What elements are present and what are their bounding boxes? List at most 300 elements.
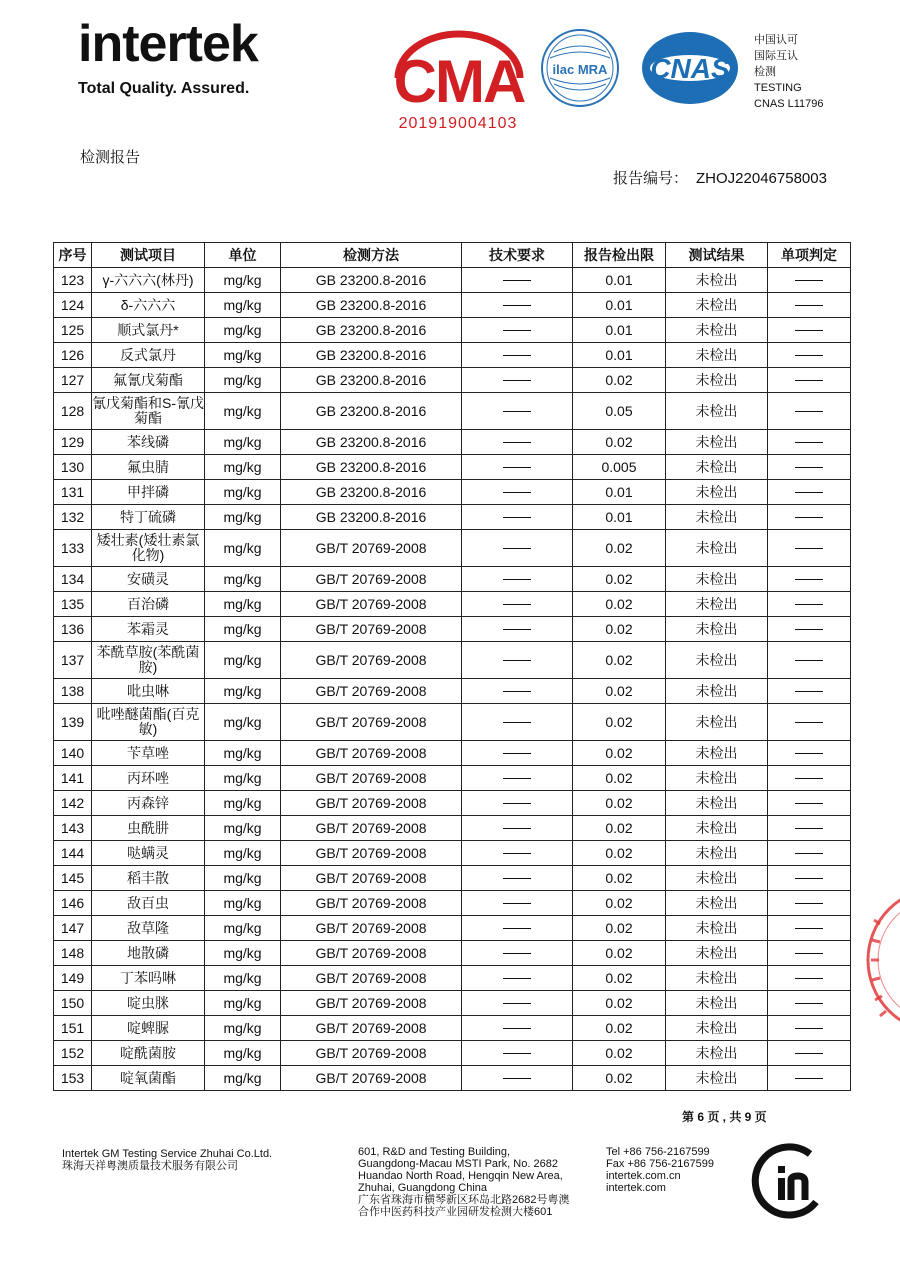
dash-mark xyxy=(503,1003,531,1004)
dash-mark xyxy=(503,1053,531,1054)
table-row xyxy=(54,455,851,480)
cell-limit: 0.005 xyxy=(573,455,666,480)
cell-judgement xyxy=(768,1041,851,1066)
cell-method: GB 23200.8-2016 xyxy=(281,505,462,530)
logo-tagline: Total Quality. Assured. xyxy=(78,80,250,97)
cell-unit: mg/kg xyxy=(205,991,281,1016)
cell-requirement xyxy=(462,891,573,916)
cell-no: 125 xyxy=(54,318,92,343)
dash-mark xyxy=(503,778,531,779)
cell-unit: mg/kg xyxy=(205,455,281,480)
dash-mark xyxy=(503,411,531,412)
table-row xyxy=(54,343,851,368)
cell-limit: 0.02 xyxy=(573,704,666,741)
cell-limit: 0.02 xyxy=(573,430,666,455)
table-row xyxy=(54,530,851,567)
dash-mark xyxy=(503,579,531,580)
cell-no: 150 xyxy=(54,991,92,1016)
cell-no: 123 xyxy=(54,268,92,293)
intertek-in-icon xyxy=(748,1140,830,1227)
dash-mark xyxy=(503,305,531,306)
cell-requirement xyxy=(462,841,573,866)
cell-judgement xyxy=(768,505,851,530)
cell-judgement xyxy=(768,891,851,916)
cell-judgement xyxy=(768,966,851,991)
cell-requirement xyxy=(462,741,573,766)
table-row xyxy=(54,642,851,679)
cell-no: 142 xyxy=(54,791,92,816)
cell-no: 134 xyxy=(54,567,92,592)
cell-item: 氟虫腈 xyxy=(92,455,205,480)
table-row xyxy=(54,991,851,1016)
dash-mark xyxy=(503,803,531,804)
cell-item: 哒螨灵 xyxy=(92,841,205,866)
cell-unit: mg/kg xyxy=(205,791,281,816)
cell-requirement xyxy=(462,480,573,505)
cell-method: GB/T 20769-2008 xyxy=(281,592,462,617)
cell-method: GB/T 20769-2008 xyxy=(281,891,462,916)
cell-no: 126 xyxy=(54,343,92,368)
cell-requirement xyxy=(462,679,573,704)
svg-text:CNAS: CNAS xyxy=(650,53,730,84)
table-row xyxy=(54,567,851,592)
cell-method: GB/T 20769-2008 xyxy=(281,1066,462,1091)
cell-no: 143 xyxy=(54,816,92,841)
dash-mark xyxy=(503,691,531,692)
cell-judgement xyxy=(768,642,851,679)
table-row xyxy=(54,941,851,966)
cell-result: 未检出 xyxy=(666,1016,768,1041)
dash-mark xyxy=(503,629,531,630)
cell-requirement xyxy=(462,617,573,642)
cell-item: 地散磷 xyxy=(92,941,205,966)
dash-mark xyxy=(795,803,823,804)
cell-no: 152 xyxy=(54,1041,92,1066)
cell-limit: 0.02 xyxy=(573,991,666,1016)
table-row xyxy=(54,841,851,866)
table-row xyxy=(54,704,851,741)
cell-unit: mg/kg xyxy=(205,430,281,455)
cell-no: 133 xyxy=(54,530,92,567)
dash-mark xyxy=(795,722,823,723)
cell-result: 未检出 xyxy=(666,841,768,866)
cell-judgement xyxy=(768,941,851,966)
cell-judgement xyxy=(768,679,851,704)
table-row xyxy=(54,318,851,343)
cell-limit: 0.01 xyxy=(573,343,666,368)
cma-number: 201919004103 xyxy=(398,115,518,132)
dash-mark xyxy=(503,380,531,381)
dash-mark xyxy=(795,467,823,468)
cell-no: 145 xyxy=(54,866,92,891)
cell-unit: mg/kg xyxy=(205,592,281,617)
cell-method: GB/T 20769-2008 xyxy=(281,916,462,941)
cell-result: 未检出 xyxy=(666,966,768,991)
dash-mark xyxy=(795,928,823,929)
cell-result: 未检出 xyxy=(666,505,768,530)
cell-item: 顺式氯丹* xyxy=(92,318,205,343)
dash-mark xyxy=(503,517,531,518)
cell-limit: 0.02 xyxy=(573,617,666,642)
report-number xyxy=(613,167,827,188)
cell-result: 未检出 xyxy=(666,393,768,430)
cell-unit: mg/kg xyxy=(205,941,281,966)
table-row xyxy=(54,679,851,704)
company-seal-stamp xyxy=(860,880,900,1055)
cell-item: 苯酰草胺(苯酰菌胺) xyxy=(92,642,205,679)
cell-unit: mg/kg xyxy=(205,480,281,505)
footer-contact: Tel +86 756-2167599 Fax +86 756-2167599 intertek.com.cn intertek.com xyxy=(606,1146,714,1194)
cell-result: 未检出 xyxy=(666,1041,768,1066)
cell-limit: 0.05 xyxy=(573,393,666,430)
dash-mark xyxy=(503,903,531,904)
cell-method: GB 23200.8-2016 xyxy=(281,455,462,480)
cell-result: 未检出 xyxy=(666,368,768,393)
table-row xyxy=(54,866,851,891)
cell-judgement xyxy=(768,393,851,430)
cell-unit: mg/kg xyxy=(205,741,281,766)
cell-judgement xyxy=(768,343,851,368)
dash-mark xyxy=(795,579,823,580)
cell-limit: 0.02 xyxy=(573,642,666,679)
cell-item: 啶氧菌酯 xyxy=(92,1066,205,1091)
cell-judgement xyxy=(768,530,851,567)
dash-mark xyxy=(503,853,531,854)
cell-unit: mg/kg xyxy=(205,891,281,916)
cell-item: δ-六六六 xyxy=(92,293,205,318)
cell-item: 啶虫脒 xyxy=(92,991,205,1016)
svg-text:CMA: CMA xyxy=(393,48,525,115)
cell-method: GB/T 20769-2008 xyxy=(281,567,462,592)
svg-text:ilac MRA: ilac MRA xyxy=(552,62,608,77)
cnas-accreditation-text: 中国认可 国际互认 检测 TESTING CNAS L11796 xyxy=(754,34,824,110)
cell-item: 矮壮素(矮壮素氯化物) xyxy=(92,530,205,567)
cell-unit: mg/kg xyxy=(205,679,281,704)
cell-unit: mg/kg xyxy=(205,966,281,991)
cell-method: GB/T 20769-2008 xyxy=(281,941,462,966)
cell-limit: 0.01 xyxy=(573,293,666,318)
col-header-judgement: 单项判定 xyxy=(768,243,851,268)
cell-method: GB/T 20769-2008 xyxy=(281,1016,462,1041)
cell-item: 特丁硫磷 xyxy=(92,505,205,530)
cell-limit: 0.02 xyxy=(573,916,666,941)
cell-judgement xyxy=(768,293,851,318)
cell-method: GB/T 20769-2008 xyxy=(281,991,462,1016)
table-row xyxy=(54,430,851,455)
cell-judgement xyxy=(768,704,851,741)
cell-method: GB 23200.8-2016 xyxy=(281,430,462,455)
dash-mark xyxy=(795,691,823,692)
cell-requirement xyxy=(462,766,573,791)
cell-result: 未检出 xyxy=(666,430,768,455)
table-row xyxy=(54,766,851,791)
ilac-mra-logo xyxy=(540,28,620,113)
cell-judgement xyxy=(768,841,851,866)
dash-mark xyxy=(795,517,823,518)
cell-result: 未检出 xyxy=(666,679,768,704)
cell-result: 未检出 xyxy=(666,293,768,318)
cell-item: 丙森锌 xyxy=(92,791,205,816)
cell-no: 151 xyxy=(54,1016,92,1041)
dash-mark xyxy=(795,1078,823,1079)
cell-result: 未检出 xyxy=(666,991,768,1016)
cell-item: 苯霜灵 xyxy=(92,617,205,642)
cell-judgement xyxy=(768,741,851,766)
cell-unit: mg/kg xyxy=(205,816,281,841)
dash-mark xyxy=(795,953,823,954)
cell-unit: mg/kg xyxy=(205,343,281,368)
cell-method: GB 23200.8-2016 xyxy=(281,343,462,368)
cell-judgement xyxy=(768,318,851,343)
cell-result: 未检出 xyxy=(666,617,768,642)
cell-judgement xyxy=(768,430,851,455)
dash-mark xyxy=(503,1078,531,1079)
cell-unit: mg/kg xyxy=(205,530,281,567)
table-row xyxy=(54,368,851,393)
cell-limit: 0.02 xyxy=(573,1041,666,1066)
cell-method: GB/T 20769-2008 xyxy=(281,530,462,567)
table-row xyxy=(54,816,851,841)
cell-item: 氰戊菊酯和S-氰戊菊酯 xyxy=(92,393,205,430)
dash-mark xyxy=(503,828,531,829)
col-header-no: 序号 xyxy=(54,243,92,268)
cell-limit: 0.02 xyxy=(573,816,666,841)
cell-method: GB/T 20769-2008 xyxy=(281,766,462,791)
document-title: 检测报告 xyxy=(80,149,141,166)
cell-requirement xyxy=(462,704,573,741)
dash-mark xyxy=(795,442,823,443)
cell-requirement xyxy=(462,991,573,1016)
cell-unit: mg/kg xyxy=(205,642,281,679)
cell-requirement xyxy=(462,941,573,966)
table-row xyxy=(54,891,851,916)
cell-limit: 0.02 xyxy=(573,368,666,393)
cell-result: 未检出 xyxy=(666,1066,768,1091)
cell-requirement xyxy=(462,592,573,617)
cell-method: GB/T 20769-2008 xyxy=(281,704,462,741)
cell-method: GB 23200.8-2016 xyxy=(281,268,462,293)
cell-result: 未检出 xyxy=(666,941,768,966)
cell-judgement xyxy=(768,816,851,841)
cell-judgement xyxy=(768,592,851,617)
dash-mark xyxy=(795,305,823,306)
cnas-logo xyxy=(640,30,746,111)
cell-result: 未检出 xyxy=(666,916,768,941)
cell-requirement xyxy=(462,318,573,343)
cell-no: 132 xyxy=(54,505,92,530)
dash-mark xyxy=(503,928,531,929)
report-number-value: ZHOJ22046758003 xyxy=(696,170,827,187)
cell-method: GB/T 20769-2008 xyxy=(281,841,462,866)
cell-requirement xyxy=(462,916,573,941)
footer-company: Intertek GM Testing Service Zhuhai Co.Ltd. 珠海天祥粤澳质量技术服务有限公司 xyxy=(62,1148,273,1172)
dash-mark xyxy=(795,411,823,412)
cell-limit: 0.02 xyxy=(573,741,666,766)
dash-mark xyxy=(503,753,531,754)
cell-requirement xyxy=(462,368,573,393)
dash-mark xyxy=(795,548,823,549)
cell-no: 153 xyxy=(54,1066,92,1091)
cell-requirement xyxy=(462,393,573,430)
cell-result: 未检出 xyxy=(666,592,768,617)
cell-method: GB/T 20769-2008 xyxy=(281,816,462,841)
col-header-limit: 报告检出限 xyxy=(573,243,666,268)
dash-mark xyxy=(503,330,531,331)
cell-no: 136 xyxy=(54,617,92,642)
cell-method: GB/T 20769-2008 xyxy=(281,791,462,816)
dash-mark xyxy=(503,878,531,879)
dash-mark xyxy=(795,330,823,331)
cell-requirement xyxy=(462,455,573,480)
cell-judgement xyxy=(768,455,851,480)
cell-judgement xyxy=(768,1016,851,1041)
cell-judgement xyxy=(768,766,851,791)
cell-result: 未检出 xyxy=(666,318,768,343)
report-number-label: 报告编号： xyxy=(613,170,689,187)
cell-no: 137 xyxy=(54,642,92,679)
table-row xyxy=(54,393,851,430)
cell-item: 苄草唑 xyxy=(92,741,205,766)
cell-method: GB/T 20769-2008 xyxy=(281,966,462,991)
cell-unit: mg/kg xyxy=(205,268,281,293)
cell-method: GB 23200.8-2016 xyxy=(281,368,462,393)
cell-no: 127 xyxy=(54,368,92,393)
cell-unit: mg/kg xyxy=(205,368,281,393)
dash-mark xyxy=(503,548,531,549)
cell-result: 未检出 xyxy=(666,480,768,505)
test-results-table xyxy=(53,242,851,1091)
cell-item: 啶蜱脲 xyxy=(92,1016,205,1041)
cell-requirement xyxy=(462,268,573,293)
dash-mark xyxy=(795,660,823,661)
dash-mark xyxy=(795,1003,823,1004)
dash-mark xyxy=(503,280,531,281)
cell-no: 140 xyxy=(54,741,92,766)
cell-no: 146 xyxy=(54,891,92,916)
cell-no: 147 xyxy=(54,916,92,941)
cell-item: 氟氰戊菊酯 xyxy=(92,368,205,393)
col-header-unit: 单位 xyxy=(205,243,281,268)
table-row xyxy=(54,741,851,766)
table-row xyxy=(54,293,851,318)
page-number: 第 6 页 , 共 9 页 xyxy=(682,1110,767,1124)
cell-method: GB/T 20769-2008 xyxy=(281,1041,462,1066)
cell-requirement xyxy=(462,791,573,816)
cell-requirement xyxy=(462,1016,573,1041)
cell-result: 未检出 xyxy=(666,268,768,293)
intertek-logo: intertek xyxy=(78,15,258,73)
cell-result: 未检出 xyxy=(666,816,768,841)
cell-result: 未检出 xyxy=(666,766,768,791)
cell-unit: mg/kg xyxy=(205,617,281,642)
cell-limit: 0.01 xyxy=(573,318,666,343)
dash-mark xyxy=(795,778,823,779)
cell-unit: mg/kg xyxy=(205,1066,281,1091)
cell-unit: mg/kg xyxy=(205,318,281,343)
cell-limit: 0.01 xyxy=(573,480,666,505)
cell-requirement xyxy=(462,966,573,991)
cell-limit: 0.02 xyxy=(573,966,666,991)
cell-limit: 0.02 xyxy=(573,891,666,916)
cell-limit: 0.02 xyxy=(573,592,666,617)
cell-result: 未检出 xyxy=(666,567,768,592)
table-row xyxy=(54,617,851,642)
cell-item: 稻丰散 xyxy=(92,866,205,891)
dash-mark xyxy=(795,1028,823,1029)
dash-mark xyxy=(795,355,823,356)
cell-unit: mg/kg xyxy=(205,866,281,891)
cell-result: 未检出 xyxy=(666,343,768,368)
table-row xyxy=(54,1016,851,1041)
cell-requirement xyxy=(462,1066,573,1091)
cell-requirement xyxy=(462,430,573,455)
cell-judgement xyxy=(768,791,851,816)
col-header-item: 测试项目 xyxy=(92,243,205,268)
cell-judgement xyxy=(768,368,851,393)
cell-method: GB/T 20769-2008 xyxy=(281,642,462,679)
table-body xyxy=(54,268,851,1091)
cell-limit: 0.02 xyxy=(573,766,666,791)
dash-mark xyxy=(795,828,823,829)
cell-limit: 0.01 xyxy=(573,268,666,293)
cell-limit: 0.02 xyxy=(573,841,666,866)
cell-item: 吡虫啉 xyxy=(92,679,205,704)
col-header-method: 检测方法 xyxy=(281,243,462,268)
cell-item: 丁苯吗啉 xyxy=(92,966,205,991)
cell-item: 甲拌磷 xyxy=(92,480,205,505)
cell-unit: mg/kg xyxy=(205,393,281,430)
cell-result: 未检出 xyxy=(666,704,768,741)
dash-mark xyxy=(503,442,531,443)
cell-requirement xyxy=(462,1041,573,1066)
cell-requirement xyxy=(462,567,573,592)
cell-judgement xyxy=(768,916,851,941)
cell-judgement xyxy=(768,991,851,1016)
dash-mark xyxy=(503,660,531,661)
cell-no: 135 xyxy=(54,592,92,617)
col-header-result: 测试结果 xyxy=(666,243,768,268)
cell-method: GB/T 20769-2008 xyxy=(281,617,462,642)
cell-unit: mg/kg xyxy=(205,1016,281,1041)
cell-unit: mg/kg xyxy=(205,1041,281,1066)
cell-no: 148 xyxy=(54,941,92,966)
cell-no: 144 xyxy=(54,841,92,866)
cell-result: 未检出 xyxy=(666,455,768,480)
dash-mark xyxy=(795,853,823,854)
cell-limit: 0.01 xyxy=(573,505,666,530)
cell-item: 吡唑醚菌酯(百克敏) xyxy=(92,704,205,741)
cell-method: GB/T 20769-2008 xyxy=(281,866,462,891)
cell-item: 反式氯丹 xyxy=(92,343,205,368)
cell-result: 未检出 xyxy=(666,642,768,679)
cell-item: 敌百虫 xyxy=(92,891,205,916)
dash-mark xyxy=(503,1028,531,1029)
dash-mark xyxy=(795,878,823,879)
cell-judgement xyxy=(768,1066,851,1091)
table-row xyxy=(54,505,851,530)
table-row xyxy=(54,791,851,816)
cell-item: 啶酰菌胺 xyxy=(92,1041,205,1066)
cell-limit: 0.02 xyxy=(573,941,666,966)
cell-requirement xyxy=(462,530,573,567)
cell-method: GB 23200.8-2016 xyxy=(281,293,462,318)
cell-result: 未检出 xyxy=(666,891,768,916)
cell-result: 未检出 xyxy=(666,530,768,567)
cell-item: 敌草隆 xyxy=(92,916,205,941)
dash-mark xyxy=(795,280,823,281)
dash-mark xyxy=(795,380,823,381)
cell-limit: 0.02 xyxy=(573,1016,666,1041)
